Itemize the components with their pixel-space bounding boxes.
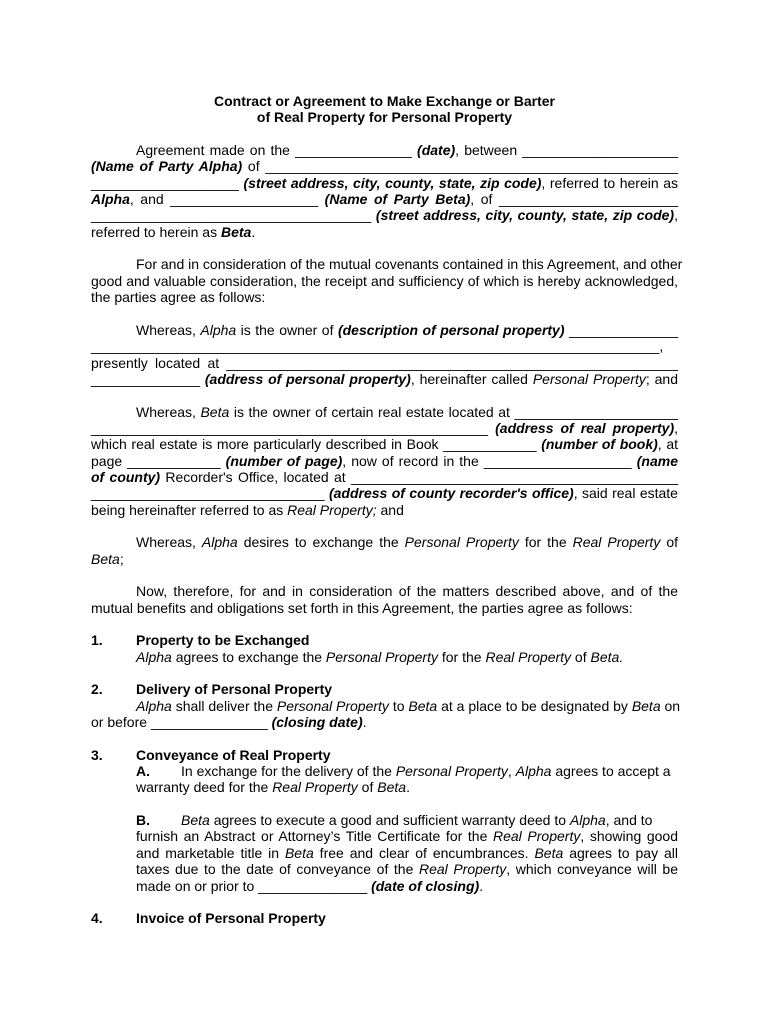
text-segment: , which conveyance will be (506, 861, 679, 878)
text-segment: Beta (181, 812, 210, 829)
document-line (91, 273, 678, 289)
document-line (91, 436, 678, 452)
text-segment: Alpha (569, 812, 606, 829)
document-line (91, 404, 678, 420)
text-segment: shall deliver the (171, 697, 277, 714)
document-page (91, 93, 683, 927)
text-segment: of _____________________________________________________ (242, 158, 678, 175)
text-segment: Whereas, (136, 534, 202, 551)
text-segment: Alpha (136, 648, 172, 665)
document-line (91, 207, 678, 223)
text-segment: Beta (534, 844, 564, 861)
blank-line (91, 305, 678, 321)
document-line (91, 763, 678, 779)
blank-line (91, 240, 678, 256)
text-segment: . (406, 779, 410, 796)
text-segment: , and to (605, 812, 653, 829)
blank-line (91, 387, 678, 403)
text-segment: , referred to herein as (541, 174, 678, 191)
text-segment: of (571, 648, 591, 665)
text-segment: Real Property; (287, 501, 377, 518)
text-segment: free and clear of encumbrances. (313, 844, 535, 861)
text-segment: Beta (220, 223, 252, 240)
document-line (91, 420, 678, 436)
text-segment: ; (119, 550, 124, 567)
text-segment: ____________________________________ (91, 207, 376, 224)
text-segment: referred to herein as (91, 223, 221, 240)
text-segment: Alpha (91, 191, 130, 208)
text-segment: In exchange for the delivery of the (181, 763, 396, 780)
text-segment: or before _______________ (91, 714, 272, 731)
text-segment: (street address, city, county, state, zip code) (243, 174, 542, 191)
text-segment: the parties agree as follows: (91, 289, 266, 306)
text-segment: and marketable title in (136, 844, 285, 861)
text-segment: ______________ (564, 321, 678, 338)
text-segment: Personal Property (276, 697, 389, 714)
section-number: 1. (91, 632, 103, 649)
section-number: B. (136, 812, 150, 829)
blank-line (91, 894, 678, 910)
section-number: 2. (91, 681, 103, 698)
text-segment: (street address, city, county, state, zip code) (375, 207, 675, 224)
document-line (91, 289, 678, 305)
text-segment: Property to be Exchanged (136, 632, 310, 649)
document-line (91, 485, 678, 501)
text-segment: Real Property (485, 648, 572, 665)
document-line (91, 142, 678, 158)
document-line (91, 256, 683, 273)
section-number: 4. (91, 910, 103, 927)
blank-line (91, 796, 678, 812)
document-line (91, 828, 678, 844)
text-segment: Alpha (201, 534, 238, 551)
text-segment: taxes due to the date of conveyance of the (136, 861, 419, 878)
text-segment: to (388, 697, 409, 714)
text-segment: , hereinafter called (410, 370, 533, 387)
text-segment: is the owner of (236, 321, 338, 338)
text-segment: Whereas, (136, 321, 201, 338)
document-line (91, 649, 678, 665)
text-segment: Real Property (272, 779, 358, 796)
document-line (91, 322, 678, 338)
text-segment: _________________________________________________________________________, (91, 338, 664, 355)
blank-line (91, 518, 678, 534)
document-line (91, 910, 678, 926)
text-segment: Beta (200, 403, 230, 420)
text-segment: Now, therefore, for and in consideration of the matters described above, and of the (136, 583, 678, 600)
text-segment: Delivery of Personal Property (136, 681, 333, 698)
text-segment: warranty deed for the (136, 779, 273, 796)
document-line (91, 355, 678, 371)
text-segment: (name (636, 452, 678, 469)
text-segment: (number of book) (541, 436, 658, 453)
text-segment: Alpha (515, 763, 552, 780)
text-segment: on (660, 697, 681, 714)
document-line (91, 632, 678, 648)
text-segment: (Name of Party Beta) (324, 191, 471, 208)
text-segment: of (660, 534, 678, 551)
text-segment: . (251, 223, 256, 240)
text-segment: for the (518, 534, 573, 551)
text-segment: Beta. (590, 648, 624, 665)
document-title-line-2: of Real Property for Personal Property (256, 109, 513, 126)
document-line (91, 714, 678, 730)
text-segment: Beta (631, 697, 661, 714)
text-segment: furnish an Abstract or Attorney’s Title Certificate for the (136, 828, 493, 845)
document-line (91, 453, 678, 469)
text-segment: agrees to execute a good and sufficient warranty deed to (209, 812, 570, 829)
text-segment: , of _______________________ (470, 191, 678, 208)
document-line (91, 600, 678, 616)
text-segment: Alpha (200, 321, 237, 338)
document-line (91, 551, 678, 567)
text-segment: ; and (645, 370, 678, 387)
text-segment: . (479, 877, 484, 894)
document-line (91, 697, 681, 714)
text-segment: presently located at __________________________________________________________ (91, 354, 678, 371)
text-segment: , showing good (580, 828, 678, 845)
text-segment: good and valuable consideration, the receipt and sufficiency of which is hereby acknowledged, (91, 272, 678, 289)
text-segment: ______________________________ (91, 485, 329, 502)
document-line (91, 812, 678, 828)
text-segment: ___________________ (91, 174, 244, 191)
text-segment: Agreement made on the _______________ (136, 142, 418, 159)
document-line (91, 681, 678, 697)
blank-line (91, 616, 678, 632)
section-number: 3. (91, 746, 103, 763)
text-segment: Personal Property (404, 534, 519, 551)
text-segment: Personal Property (395, 763, 508, 780)
text-segment: (address of county recorder's office) (328, 485, 574, 502)
text-segment: agrees to exchange the (171, 648, 326, 665)
text-segment: ___________________________________________________ (91, 419, 496, 436)
text-segment: , said real estate (573, 485, 678, 502)
text-segment: (number of page) (225, 452, 343, 469)
text-segment: , now of record in the ___________________ (342, 452, 637, 469)
document-line (91, 338, 678, 354)
text-segment: is the owner of certain real estate located at _____________________ (229, 403, 678, 420)
text-segment: , (507, 763, 516, 780)
text-segment: agrees to accept a (551, 763, 671, 780)
text-segment: , at (657, 436, 678, 453)
text-segment: Beta (91, 550, 120, 567)
document-line (91, 371, 678, 387)
text-segment: Conveyance of Real Property (136, 746, 331, 763)
document-line (91, 779, 678, 795)
text-segment: Recorder's Office, located at __________________________________________ (160, 468, 678, 485)
text-segment: , and ___________________ (129, 191, 325, 208)
text-segment: , between ____________________ (455, 142, 678, 159)
document-body (91, 126, 683, 927)
document-line (91, 845, 678, 861)
text-segment: Personal Property (532, 370, 646, 387)
text-segment: being hereinafter referred to as (91, 501, 288, 518)
document-line (91, 469, 678, 485)
text-segment: For and in consideration of the mutual covenants contained in this Agreement, and other (136, 256, 683, 273)
text-segment: Beta (284, 844, 314, 861)
document-line (91, 534, 678, 550)
text-segment: (closing date) (271, 714, 363, 731)
text-segment: mutual benefits and obligations set forth in this Agreement, the parties agree as follows: (91, 599, 633, 616)
blank-line (91, 126, 678, 142)
text-segment: of (357, 779, 378, 796)
text-segment: agrees to pay all (563, 844, 678, 861)
document-line (91, 191, 678, 207)
text-segment: (description of personal property) (337, 321, 565, 338)
text-segment: of county) (91, 468, 161, 485)
text-segment: Real Property (418, 861, 507, 878)
text-segment: which real estate is more particularly described in Book ____________ (91, 436, 542, 453)
blank-line (91, 730, 678, 746)
text-segment: for the (437, 648, 486, 665)
text-segment: ______________ (91, 370, 205, 387)
blank-line (91, 567, 678, 583)
document-line (91, 878, 678, 894)
text-segment: (Name of Party Alpha) (91, 158, 243, 175)
text-segment: made on or prior to ______________ (136, 877, 372, 894)
text-segment: (date) (417, 142, 456, 159)
document-line (91, 224, 678, 240)
text-segment: desires to exchange the (237, 534, 405, 551)
text-segment: Whereas, (136, 403, 201, 420)
text-segment: . (362, 714, 367, 731)
document-line (91, 175, 678, 191)
text-segment: Real Property (572, 534, 661, 551)
text-segment: Real Property (493, 828, 581, 845)
document-line (91, 502, 678, 518)
text-segment: , (674, 419, 679, 436)
text-segment: Invoice of Personal Property (136, 910, 326, 927)
text-segment: (date of closing) (371, 877, 480, 894)
document-line (91, 583, 678, 599)
document-line (91, 158, 678, 174)
text-segment: Beta (408, 697, 438, 714)
text-segment: Beta (377, 779, 407, 796)
text-segment: , (674, 207, 678, 224)
text-segment: page ____________ (91, 452, 226, 469)
document-title-line-1: Contract or Agreement to Make Exchange or Barter (213, 93, 555, 109)
document-line (91, 747, 678, 763)
blank-line (91, 665, 678, 681)
text-segment: and (376, 501, 404, 518)
text-segment: Personal Property (325, 648, 438, 665)
text-segment: Alpha (136, 697, 172, 714)
text-segment: at a place to be designated by (437, 697, 632, 714)
document-line (91, 861, 678, 877)
section-number: A. (136, 763, 150, 780)
text-segment: (address of personal property) (204, 370, 411, 387)
text-segment: (address of real property) (495, 419, 675, 436)
